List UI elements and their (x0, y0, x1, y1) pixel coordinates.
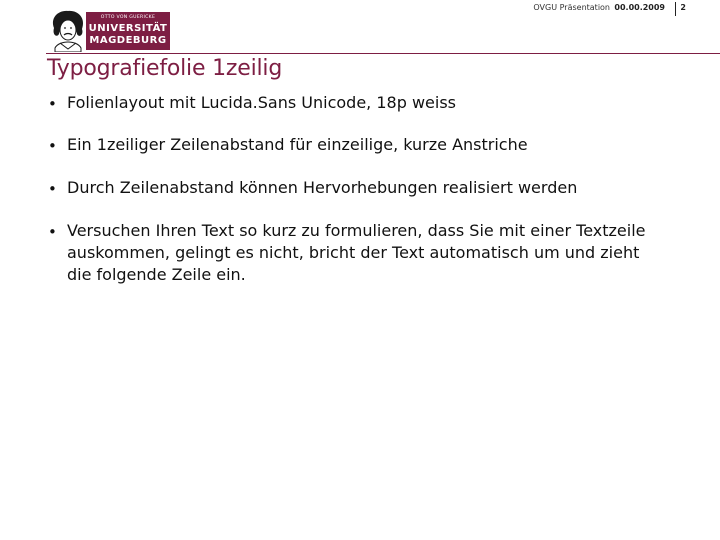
guericke-portrait-icon (46, 8, 90, 52)
slide-header (300, 3, 720, 19)
page-number: 2 (680, 3, 686, 12)
header-separator (675, 2, 676, 16)
logo-line-2: MAGDEBURG (89, 35, 167, 46)
header-rule (46, 53, 720, 54)
bullet-dot-icon: • (48, 180, 57, 198)
bullet-dot-icon: • (48, 223, 57, 241)
bullet-text: Ein 1zeiliger Zeilenabstand für einzeilige, kurze Anstriche (67, 135, 528, 154)
slide-title: Typografiefolie 1zeilig (47, 56, 283, 81)
bullet-dot-icon: • (48, 95, 57, 113)
bullet-dot-icon: • (48, 137, 57, 155)
university-logo (46, 8, 170, 52)
presentation-date: 00.00.2009 (614, 3, 665, 12)
logo-wordmark (86, 12, 170, 50)
bullet-text: Durch Zeilenabstand können Hervorhebungen realisiert werden (67, 178, 578, 197)
logo-line-1: UNIVERSITÄT (88, 23, 168, 34)
bullet-text: Versuchen Ihren Text so kurz zu formulieren, dass Sie mit einer Textzeile auskommen, gelingt es nicht, bricht der Text automatisch um und zieht die folgende Zeile ein. (67, 221, 646, 284)
logo-line-small: OTTO VON GUERICKE (100, 15, 156, 20)
bullet-text: Folienlayout mit Lucida.Sans Unicode, 18p weiss (67, 93, 456, 112)
presentation-label: OVGU Präsentation (533, 3, 610, 12)
